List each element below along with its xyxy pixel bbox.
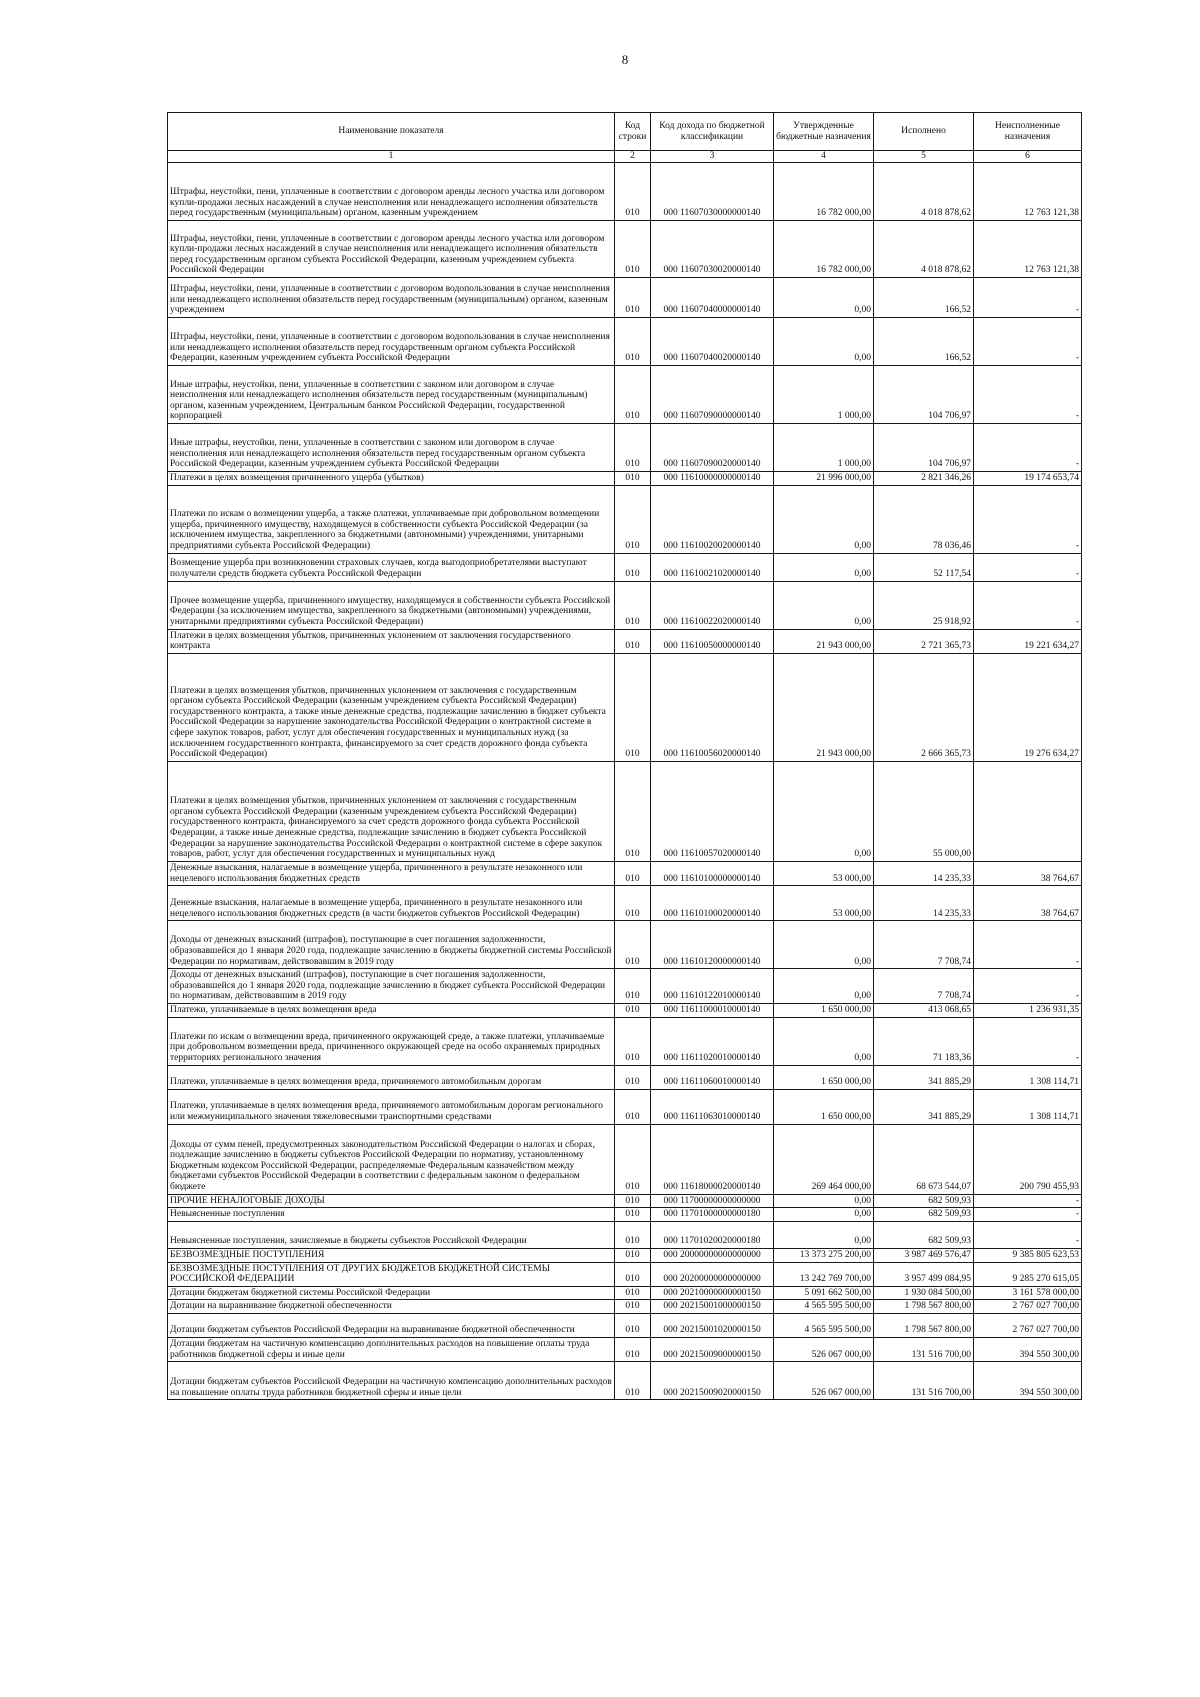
row-executed-value: 3 987 469 576,47 [874, 1248, 974, 1262]
row-approved-value: 1 000,00 [774, 424, 874, 472]
row-indicator-name: Дотации бюджетам бюджетной системы Российской Федерации [168, 1286, 615, 1300]
row-classification-code: 000 11607030020000140 [651, 221, 774, 278]
row-line-code: 010 [615, 366, 651, 424]
row-line-code: 010 [615, 1221, 651, 1248]
table-row [168, 221, 1082, 278]
row-unexecuted-value: - [974, 1194, 1082, 1208]
table-body [168, 163, 1082, 1400]
row-classification-code: 000 11610000000000140 [651, 472, 774, 486]
row-indicator-name: Денежные взыскания, налагаемые в возмещение ущерба, причиненного в результате незаконного или нецелевого использования бюджетных средств (в части бюджетов субъектов Российской Федерации) [168, 886, 615, 921]
row-indicator-name: Платежи, уплачиваемые в целях возмещения вреда, причиняемого автомобильным дорогам [168, 1065, 615, 1089]
row-approved-value: 0,00 [774, 485, 874, 553]
row-classification-code: 000 11610057020000140 [651, 761, 774, 861]
table-row [168, 1221, 1082, 1248]
row-executed-value: 55 000,00 [874, 761, 974, 861]
row-line-code: 010 [615, 1065, 651, 1089]
row-approved-value: 16 782 000,00 [774, 221, 874, 278]
table-row [168, 1286, 1082, 1300]
row-indicator-name: Прочее возмещение ущерба, причиненного имуществу, находящемуся в собственности субъекта Российской Федерации (за исключением имущества, закрепленного за бюджетными (автономными) учреждениями, унитарными предприятиями субъекта Российской Федерации) [168, 581, 615, 629]
row-indicator-name: Доходы от денежных взысканий (штрафов), поступающие в счет погашения задолженности, образовавшейся до 1 января 2020 года, подлежащие зачислению в бюджеты бюджетной системы Российской Федерации по нормативам, действовавшим в 2019 году [168, 921, 615, 969]
table-row [168, 472, 1082, 486]
row-line-code: 010 [615, 553, 651, 581]
row-approved-value: 4 565 595 500,00 [774, 1314, 874, 1338]
row-line-code: 010 [615, 424, 651, 472]
row-unexecuted-value: 12 763 121,38 [974, 163, 1082, 221]
row-indicator-name: Дотации бюджетам на частичную компенсацию дополнительных расходов на повышение оплаты труда работников бюджетной сферы и иные цели [168, 1338, 615, 1362]
row-classification-code: 000 20210000000000150 [651, 1286, 774, 1300]
table-row [168, 581, 1082, 629]
row-executed-value: 166,52 [874, 278, 974, 318]
row-classification-code: 000 20215001000000150 [651, 1300, 774, 1314]
table-row [168, 1017, 1082, 1065]
table-row [168, 1300, 1082, 1314]
row-approved-value: 21 943 000,00 [774, 629, 874, 653]
row-approved-value: 526 067 000,00 [774, 1362, 874, 1400]
row-line-code: 010 [615, 472, 651, 486]
row-classification-code: 000 11607030000000140 [651, 163, 774, 221]
table-row [168, 861, 1082, 885]
row-classification-code: 000 11610020020000140 [651, 485, 774, 553]
row-indicator-name: Платежи, уплачиваемые в целях возмещения вреда [168, 1004, 615, 1018]
row-executed-value: 68 673 544,07 [874, 1124, 974, 1194]
row-line-code: 010 [615, 318, 651, 366]
column-index: 4 [774, 151, 874, 163]
row-classification-code: 000 11701020020000180 [651, 1221, 774, 1248]
row-indicator-name: Штрафы, неустойки, пени, уплаченные в соответствии с договором аренды лесного участка или договором купли-продажи лесных насаждений в случае неисполнения или ненадлежащего исполнения обязательств перед государственным (муниципальным) органом, казенным учреждением [168, 163, 615, 221]
row-classification-code: 000 11607040000000140 [651, 278, 774, 318]
row-unexecuted-value: 1 236 931,35 [974, 1004, 1082, 1018]
row-approved-value: 21 943 000,00 [774, 653, 874, 761]
row-approved-value: 0,00 [774, 969, 874, 1004]
table-row [168, 1194, 1082, 1208]
row-unexecuted-value: 9 285 270 615,05 [974, 1262, 1082, 1286]
row-executed-value: 131 516 700,00 [874, 1338, 974, 1362]
row-line-code: 010 [615, 969, 651, 1004]
row-approved-value: 1 650 000,00 [774, 1065, 874, 1089]
header-line-code: Код строки [615, 113, 651, 151]
row-unexecuted-value: 19 276 634,27 [974, 653, 1082, 761]
row-approved-value: 1 650 000,00 [774, 1004, 874, 1018]
row-line-code: 010 [615, 886, 651, 921]
row-line-code: 010 [615, 1194, 651, 1208]
row-line-code: 010 [615, 1248, 651, 1262]
row-indicator-name: Штрафы, неустойки, пени, уплаченные в соответствии с договором аренды лесного участка или договором купли-продажи лесных насаждений в случае неисполнения или ненадлежащего исполнения обязательств перед государственным органом субъекта Российской Федерации, казенным учреждением субъекта Российской Федерации [168, 221, 615, 278]
row-classification-code: 000 11607090020000140 [651, 424, 774, 472]
row-approved-value: 0,00 [774, 553, 874, 581]
row-executed-value: 104 706,97 [874, 424, 974, 472]
row-unexecuted-value: - [974, 1221, 1082, 1248]
row-executed-value: 2 821 346,26 [874, 472, 974, 486]
row-executed-value: 3 957 499 084,95 [874, 1262, 974, 1286]
table-row [168, 1248, 1082, 1262]
table-row [168, 886, 1082, 921]
row-indicator-name: Штрафы, неустойки, пени, уплаченные в соответствии с договором водопользования в случае неисполнения или ненадлежащего исполнения обязательств перед государственным (муниципальным) органом, казенным учреждением [168, 278, 615, 318]
table-row [168, 424, 1082, 472]
row-unexecuted-value: 2 767 027 700,00 [974, 1314, 1082, 1338]
table-row [168, 1004, 1082, 1018]
row-unexecuted-value: 38 764,67 [974, 886, 1082, 921]
row-indicator-name: Денежные взыскания, налагаемые в возмещение ущерба, причиненного в результате незаконного или нецелевого использования бюджетных средств [168, 861, 615, 885]
row-classification-code: 000 20200000000000000 [651, 1262, 774, 1286]
row-indicator-name: Платежи в целях возмещения причиненного ущерба (убытков) [168, 472, 615, 486]
row-unexecuted-value: 12 763 121,38 [974, 221, 1082, 278]
row-indicator-name: Платежи, уплачиваемые в целях возмещения вреда, причиняемого автомобильным дорогам регионального или межмуниципального значения тяжеловесными транспортными средствами [168, 1089, 615, 1124]
row-executed-value: 682 509,93 [874, 1194, 974, 1208]
row-unexecuted-value: 2 767 027 700,00 [974, 1300, 1082, 1314]
header-approved-appropriations: Утвержденные бюджетные назначения [774, 113, 874, 151]
row-unexecuted-value: 200 790 455,93 [974, 1124, 1082, 1194]
row-line-code: 010 [615, 1089, 651, 1124]
table-row [168, 1065, 1082, 1089]
row-classification-code: 000 11611000010000140 [651, 1004, 774, 1018]
row-executed-value: 2 721 365,73 [874, 629, 974, 653]
row-classification-code: 000 20000000000000000 [651, 1248, 774, 1262]
row-executed-value: 7 708,74 [874, 969, 974, 1004]
row-unexecuted-value: - [974, 318, 1082, 366]
row-unexecuted-value: 19 174 653,74 [974, 472, 1082, 486]
row-executed-value: 14 235,33 [874, 861, 974, 885]
table-row [168, 485, 1082, 553]
row-approved-value: 1 000,00 [774, 366, 874, 424]
row-indicator-name: Платежи по искам о возмещении ущерба, а также платежи, уплачиваемые при добровольном возмещении ущерба, причиненного имуществу, находящемуся в собственности субъекта Российской Федерации (за исключением имущества, закрепленного за бюджетными (автономными) учреждениями, унитарными предприятиями субъекта Российской Федерации) [168, 485, 615, 553]
column-index: 6 [974, 151, 1082, 163]
row-line-code: 010 [615, 1124, 651, 1194]
row-approved-value: 21 996 000,00 [774, 472, 874, 486]
table-row [168, 1362, 1082, 1400]
row-line-code: 010 [615, 581, 651, 629]
row-approved-value: 0,00 [774, 1208, 874, 1222]
row-approved-value: 13 373 275 200,00 [774, 1248, 874, 1262]
row-approved-value: 526 067 000,00 [774, 1338, 874, 1362]
row-indicator-name: Платежи по искам о возмещении вреда, причиненного окружающей среде, а также платежи, уплачиваемые при добровольном возмещении вреда, причиненного окружающей среде на особо охраняемых природных территориях регионального значения [168, 1017, 615, 1065]
row-indicator-name: Возмещение ущерба при возникновении страховых случаев, когда выгодоприобретателями выступают получатели средств бюджета субъекта Российской Федерации [168, 553, 615, 581]
row-indicator-name: Штрафы, неустойки, пени, уплаченные в соответствии с договором водопользования в случае неисполнения или ненадлежащего исполнения обязательств перед государственным органом субъекта Российской Федерации, казенным учреждением субъекта Российской Федерации [168, 318, 615, 366]
row-classification-code: 000 11618000020000140 [651, 1124, 774, 1194]
row-executed-value: 4 018 878,62 [874, 163, 974, 221]
row-classification-code: 000 11611063010000140 [651, 1089, 774, 1124]
row-unexecuted-value: - [974, 485, 1082, 553]
table-row [168, 761, 1082, 861]
row-approved-value: 0,00 [774, 1194, 874, 1208]
row-line-code: 010 [615, 1338, 651, 1362]
row-unexecuted-value: 1 308 114,71 [974, 1089, 1082, 1124]
row-classification-code: 000 20215009020000150 [651, 1362, 774, 1400]
row-classification-code: 000 11610100020000140 [651, 886, 774, 921]
row-executed-value: 71 183,36 [874, 1017, 974, 1065]
row-indicator-name: Дотации бюджетам субъектов Российской Федерации на выравнивание бюджетной обеспеченности [168, 1314, 615, 1338]
row-approved-value: 0,00 [774, 1017, 874, 1065]
row-classification-code: 000 11610022020000140 [651, 581, 774, 629]
row-line-code: 010 [615, 1362, 651, 1400]
row-classification-code: 000 11610100000000140 [651, 861, 774, 885]
header-budget-classification-code: Код дохода по бюджетной классификации [651, 113, 774, 151]
row-unexecuted-value: - [974, 921, 1082, 969]
row-approved-value: 0,00 [774, 581, 874, 629]
table-row [168, 1314, 1082, 1338]
row-indicator-name: Платежи в целях возмещения убытков, причиненных уклонением от заключения с государственным органом субъекта Российской Федерации (казенным учреждением субъекта Российской Федерации) государственного контракта, а также иные денежные средства, подлежащие зачислению в бюджет субъекта Российской Федерации за нарушение законодательства Российской Федерации о контрактной системе в сфере закупок товаров, работ, услуг для обеспечения государственных и муниципальных нужд (за исключением государственного контракта, финансируемого за счет средств дорожного фонда субъекта Российской Федерации) [168, 653, 615, 761]
row-indicator-name: ПРОЧИЕ НЕНАЛОГОВЫЕ ДОХОДЫ [168, 1194, 615, 1208]
row-line-code: 010 [615, 278, 651, 318]
row-executed-value: 2 666 365,73 [874, 653, 974, 761]
column-index: 5 [874, 151, 974, 163]
row-approved-value: 4 565 595 500,00 [774, 1300, 874, 1314]
row-unexecuted-value [974, 761, 1082, 861]
row-line-code: 010 [615, 629, 651, 653]
header-indicator-name: Наименование показателя [168, 113, 615, 151]
row-indicator-name: Дотации бюджетам субъектов Российской Федерации на частичную компенсацию дополнительных расходов на повышение оплаты труда работников бюджетной сферы и иные цели [168, 1362, 615, 1400]
row-unexecuted-value: 394 550 300,00 [974, 1338, 1082, 1362]
row-unexecuted-value: 1 308 114,71 [974, 1065, 1082, 1089]
row-indicator-name: БЕЗВОЗМЕЗДНЫЕ ПОСТУПЛЕНИЯ [168, 1248, 615, 1262]
row-executed-value: 131 516 700,00 [874, 1362, 974, 1400]
row-line-code: 010 [615, 1004, 651, 1018]
row-indicator-name: БЕЗВОЗМЕЗДНЫЕ ПОСТУПЛЕНИЯ ОТ ДРУГИХ БЮДЖЕТОВ БЮДЖЕТНОЙ СИСТЕМЫ РОССИЙСКОЙ ФЕДЕРАЦИИ [168, 1262, 615, 1286]
row-unexecuted-value: - [974, 366, 1082, 424]
row-indicator-name: Доходы от сумм пеней, предусмотренных законодательством Российской Федерации о налогах и сборах, подлежащие зачислению в бюджеты субъектов Российской Федерации по нормативу, установленному Бюджетным кодексом Российской Федерации, распределяемые Федеральным казначейством между бюджетами субъектов Российской Федерации в соответствии с федеральным законом о федеральном бюджете [168, 1124, 615, 1194]
row-classification-code: 000 11610050000000140 [651, 629, 774, 653]
budget-execution-table [167, 112, 1082, 1400]
row-unexecuted-value: - [974, 424, 1082, 472]
table-row [168, 318, 1082, 366]
row-approved-value: 0,00 [774, 318, 874, 366]
row-classification-code: 000 11611060010000140 [651, 1065, 774, 1089]
table-row [168, 366, 1082, 424]
row-line-code: 010 [615, 1017, 651, 1065]
row-unexecuted-value: 3 161 578 000,00 [974, 1286, 1082, 1300]
column-index: 2 [615, 151, 651, 163]
row-unexecuted-value: - [974, 969, 1082, 1004]
row-unexecuted-value: - [974, 553, 1082, 581]
page-number: 8 [621, 52, 629, 67]
row-approved-value: 16 782 000,00 [774, 163, 874, 221]
row-classification-code: 000 11701000000000180 [651, 1208, 774, 1222]
row-approved-value: 1 650 000,00 [774, 1089, 874, 1124]
row-unexecuted-value: 9 385 805 623,53 [974, 1248, 1082, 1262]
table-row [168, 629, 1082, 653]
row-unexecuted-value: - [974, 581, 1082, 629]
row-unexecuted-value: - [974, 278, 1082, 318]
table-row [168, 921, 1082, 969]
row-approved-value: 53 000,00 [774, 861, 874, 885]
row-line-code: 010 [615, 1314, 651, 1338]
row-indicator-name: Доходы от денежных взысканий (штрафов), поступающие в счет погашения задолженности, образовавшейся до 1 января 2020 года, подлежащие зачислению в бюджет субъекта Российской Федерации по нормативам, действовавшим в 2019 году [168, 969, 615, 1004]
row-approved-value: 5 091 662 500,00 [774, 1286, 874, 1300]
row-line-code: 010 [615, 1262, 651, 1286]
row-classification-code: 000 11607040020000140 [651, 318, 774, 366]
table-row [168, 1089, 1082, 1124]
row-line-code: 010 [615, 761, 651, 861]
row-line-code: 010 [615, 1300, 651, 1314]
row-unexecuted-value: 19 221 634,27 [974, 629, 1082, 653]
row-executed-value: 166,52 [874, 318, 974, 366]
row-approved-value: 13 242 769 700,00 [774, 1262, 874, 1286]
row-line-code: 010 [615, 1286, 651, 1300]
row-line-code: 010 [615, 485, 651, 553]
row-executed-value: 1 798 567 800,00 [874, 1314, 974, 1338]
row-approved-value: 269 464 000,00 [774, 1124, 874, 1194]
row-indicator-name: Иные штрафы, неустойки, пени, уплаченные в соответствии с законом или договором в случае неисполнения или ненадлежащего исполнения обязательств перед государственным органом субъекта Российской Федерации, казенным учреждением субъекта Российской Федерации [168, 424, 615, 472]
row-line-code: 010 [615, 163, 651, 221]
row-executed-value: 341 885,29 [874, 1089, 974, 1124]
row-approved-value: 0,00 [774, 921, 874, 969]
row-indicator-name: Дотации на выравнивание бюджетной обеспеченности [168, 1300, 615, 1314]
row-executed-value: 14 235,33 [874, 886, 974, 921]
row-indicator-name: Невыясненные поступления [168, 1208, 615, 1222]
column-index: 3 [651, 151, 774, 163]
table-row [168, 1262, 1082, 1286]
table-row [168, 969, 1082, 1004]
row-line-code: 010 [615, 1208, 651, 1222]
row-classification-code: 000 20215001020000150 [651, 1314, 774, 1338]
row-line-code: 010 [615, 921, 651, 969]
row-executed-value: 1 930 084 500,00 [874, 1286, 974, 1300]
table-row [168, 278, 1082, 318]
table-row [168, 1208, 1082, 1222]
row-unexecuted-value: 394 550 300,00 [974, 1362, 1082, 1400]
row-executed-value: 682 509,93 [874, 1208, 974, 1222]
row-classification-code: 000 20215009000000150 [651, 1338, 774, 1362]
row-line-code: 010 [615, 861, 651, 885]
row-approved-value: 0,00 [774, 761, 874, 861]
row-approved-value: 0,00 [774, 278, 874, 318]
table-row [168, 1338, 1082, 1362]
header-executed: Исполнено [874, 113, 974, 151]
row-classification-code: 000 11610021020000140 [651, 553, 774, 581]
row-executed-value: 25 918,92 [874, 581, 974, 629]
table-row [168, 553, 1082, 581]
table-row [168, 653, 1082, 761]
row-approved-value: 53 000,00 [774, 886, 874, 921]
row-classification-code: 000 11610122010000140 [651, 969, 774, 1004]
row-executed-value: 341 885,29 [874, 1065, 974, 1089]
column-index: 1 [168, 151, 615, 163]
row-approved-value: 0,00 [774, 1221, 874, 1248]
table-row [168, 163, 1082, 221]
row-line-code: 010 [615, 221, 651, 278]
row-classification-code: 000 11700000000000000 [651, 1194, 774, 1208]
row-executed-value: 4 018 878,62 [874, 221, 974, 278]
row-line-code: 010 [615, 653, 651, 761]
row-classification-code: 000 11610056020000140 [651, 653, 774, 761]
table-row [168, 1124, 1082, 1194]
row-classification-code: 000 11610120000000140 [651, 921, 774, 969]
row-executed-value: 682 509,93 [874, 1221, 974, 1248]
row-indicator-name: Невыясненные поступления, зачисляемые в бюджеты субъектов Российской Федерации [168, 1221, 615, 1248]
row-classification-code: 000 11607090000000140 [651, 366, 774, 424]
row-unexecuted-value: - [974, 1208, 1082, 1222]
row-classification-code: 000 11611020010000140 [651, 1017, 774, 1065]
row-indicator-name: Иные штрафы, неустойки, пени, уплаченные в соответствии с законом или договором в случае неисполнения или ненадлежащего исполнения обязательств перед государственным (муниципальным) органом, казенным учреждением, Центральным банком Российской Федерации, государственной корпорацией [168, 366, 615, 424]
row-executed-value: 78 036,46 [874, 485, 974, 553]
row-executed-value: 52 117,54 [874, 553, 974, 581]
row-indicator-name: Платежи в целях возмещения убытков, причиненных уклонением от заключения с государственным органом субъекта Российской Федерации (казенным учреждением субъекта Российской Федерации) государственного контракта, финансируемого за счет средств дорожного фонда субъекта Российской Федерации, а также иные денежные средства, подлежащие зачислению в бюджет субъекта Российской Федерации за нарушение законодательства Российской Федерации о контрактной системе в сфере закупок товаров, работ, услуг для обеспечения государственных и муниципальных нужд [168, 761, 615, 861]
row-unexecuted-value: 38 764,67 [974, 861, 1082, 885]
row-executed-value: 104 706,97 [874, 366, 974, 424]
row-executed-value: 1 798 567 800,00 [874, 1300, 974, 1314]
row-executed-value: 413 068,65 [874, 1004, 974, 1018]
row-unexecuted-value: - [974, 1017, 1082, 1065]
row-executed-value: 7 708,74 [874, 921, 974, 969]
row-indicator-name: Платежи в целях возмещения убытков, причиненных уклонением от заключения государственного контракта [168, 629, 615, 653]
header-unexecuted: Неисполненные назначения [974, 113, 1082, 151]
